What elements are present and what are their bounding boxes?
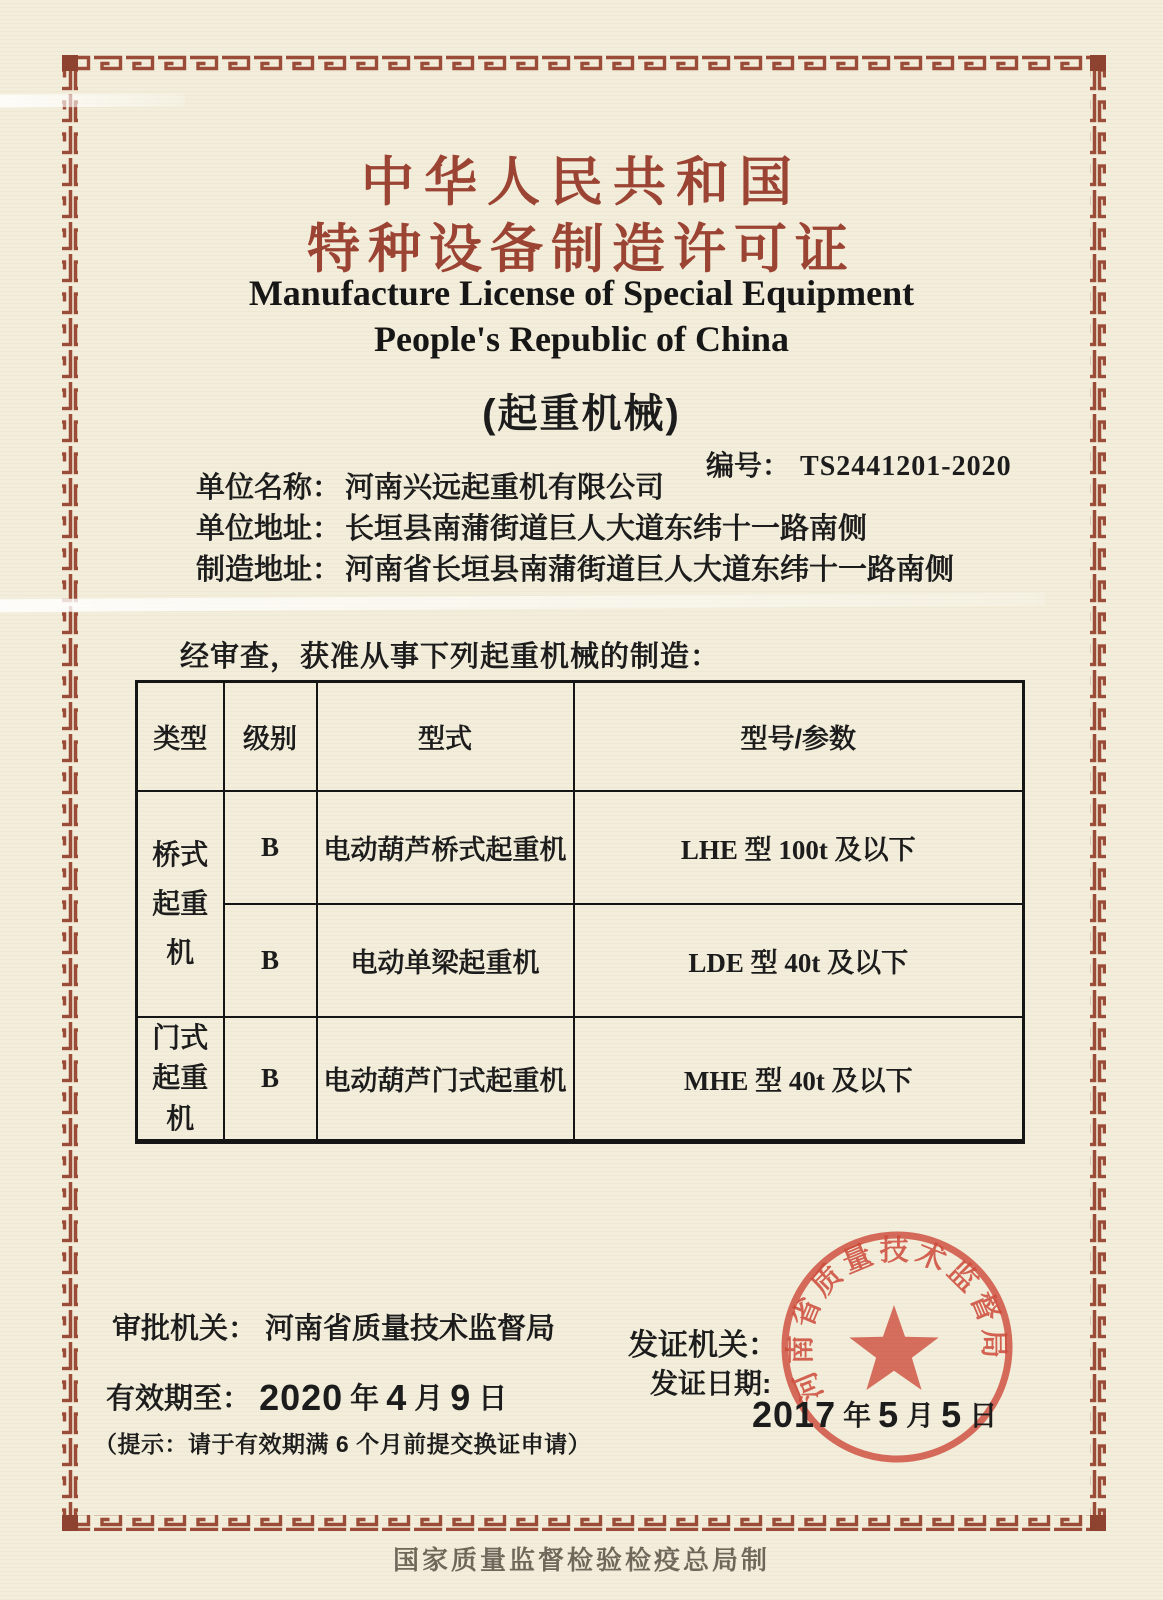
stamp-text: 河南省质量技术监督局: [784, 1234, 1010, 1406]
border-corner-tr: [1090, 55, 1106, 71]
table-header-row: [137, 682, 1024, 791]
border-top: [62, 55, 1106, 71]
border-corner-br: [1090, 1515, 1106, 1531]
unit-day: 日: [478, 1383, 508, 1415]
field-company-name: [196, 468, 954, 509]
cell-form: 电动单梁起重机: [317, 904, 574, 1017]
license-number-label: 编号：: [706, 450, 791, 481]
approval-intro: 经审查，获准从事下列起重机械的制造：: [180, 641, 721, 673]
cell-model: LDE 型 40t 及以下: [574, 904, 1024, 1017]
approval-authority-label: 审批机关：: [112, 1313, 258, 1345]
approval-authority-line: [112, 1306, 555, 1347]
official-stamp: [754, 1204, 1040, 1490]
table-row: [137, 791, 1024, 904]
cell-form: 电动葫芦桥式起重机: [317, 791, 574, 904]
table-row: [137, 1017, 1024, 1142]
header-model: 型号/参数: [574, 682, 1024, 791]
unit-month: 月: [906, 1400, 935, 1431]
field-value: 河南省长垣县南蒲街道巨人大道东纬十一路南侧: [345, 554, 955, 586]
field-company-address: [196, 509, 954, 550]
issue-day: 5: [941, 1394, 963, 1435]
title-en-line2: People's Republic of China: [373, 319, 790, 359]
unit-year: 年: [350, 1383, 380, 1415]
border-bottom: [62, 1515, 1106, 1531]
valid-month: 4: [386, 1377, 408, 1418]
approval-authority-value: 河南省质量技术监督局: [265, 1313, 556, 1345]
stamp-star-icon: [849, 1305, 938, 1390]
title-cn-line2: 特种设备制造许可证: [307, 220, 856, 279]
renewal-tip: （提示：请于有效期满 6 个月前提交换证申请）: [94, 1431, 592, 1457]
field-label: 制造地址：: [196, 554, 342, 586]
valid-day: 9: [450, 1377, 472, 1418]
cell-grade: B: [224, 1017, 317, 1142]
cell-model: MHE 型 40t 及以下: [574, 1017, 1024, 1142]
license-scope-table: [135, 680, 1025, 1144]
valid-until-label: 有效期至：: [106, 1383, 252, 1415]
table-row: [137, 904, 1024, 1017]
equipment-category: (起重机械): [482, 392, 681, 436]
issuing-authority-label: 发证机关：: [628, 1329, 778, 1362]
bottom-note: 国家质量监督检验检疫总局制: [392, 1545, 770, 1575]
header-grade: 级别: [224, 682, 317, 791]
field-label: 单位名称：: [196, 472, 342, 504]
unit-year: 年: [843, 1400, 872, 1431]
header-type: 类型: [137, 682, 224, 791]
cell-model: LHE 型 100t 及以下: [574, 791, 1024, 904]
issue-year: 2017: [752, 1394, 837, 1435]
cell-type-bridge-crane: 桥式起重机: [137, 791, 224, 1017]
title-en-line1: Manufacture License of Special Equipment: [248, 273, 915, 313]
unit-day: 日: [969, 1400, 998, 1431]
scan-streak-top: [0, 93, 185, 107]
border-corner-bl: [62, 1515, 78, 1531]
issue-month: 5: [878, 1394, 900, 1435]
cell-type-gantry-crane: 门式起重机: [137, 1017, 224, 1142]
field-manufacture-address: [196, 550, 954, 591]
cell-grade: B: [224, 791, 317, 904]
unit-month: 月: [414, 1383, 444, 1415]
issue-date-line: [752, 1394, 1004, 1436]
cell-grade: B: [224, 904, 317, 1017]
valid-until-line: [106, 1376, 514, 1419]
field-value: 长垣县南蒲街道巨人大道东纬十一路南侧: [345, 513, 868, 545]
valid-year: 2020: [259, 1377, 344, 1418]
license-number-value: TS2441201-2020: [800, 451, 1012, 482]
title-cn-line1: 中华人民共和国: [361, 153, 802, 212]
header-form: 型式: [317, 682, 574, 791]
border-corner-tl: [62, 55, 78, 71]
company-info: [196, 468, 954, 591]
field-value: 河南兴远起重机有限公司: [345, 472, 665, 504]
field-label: 单位地址：: [196, 513, 342, 545]
issue-date-label: 发证日期:: [650, 1368, 772, 1399]
cell-form: 电动葫芦门式起重机: [317, 1017, 574, 1142]
